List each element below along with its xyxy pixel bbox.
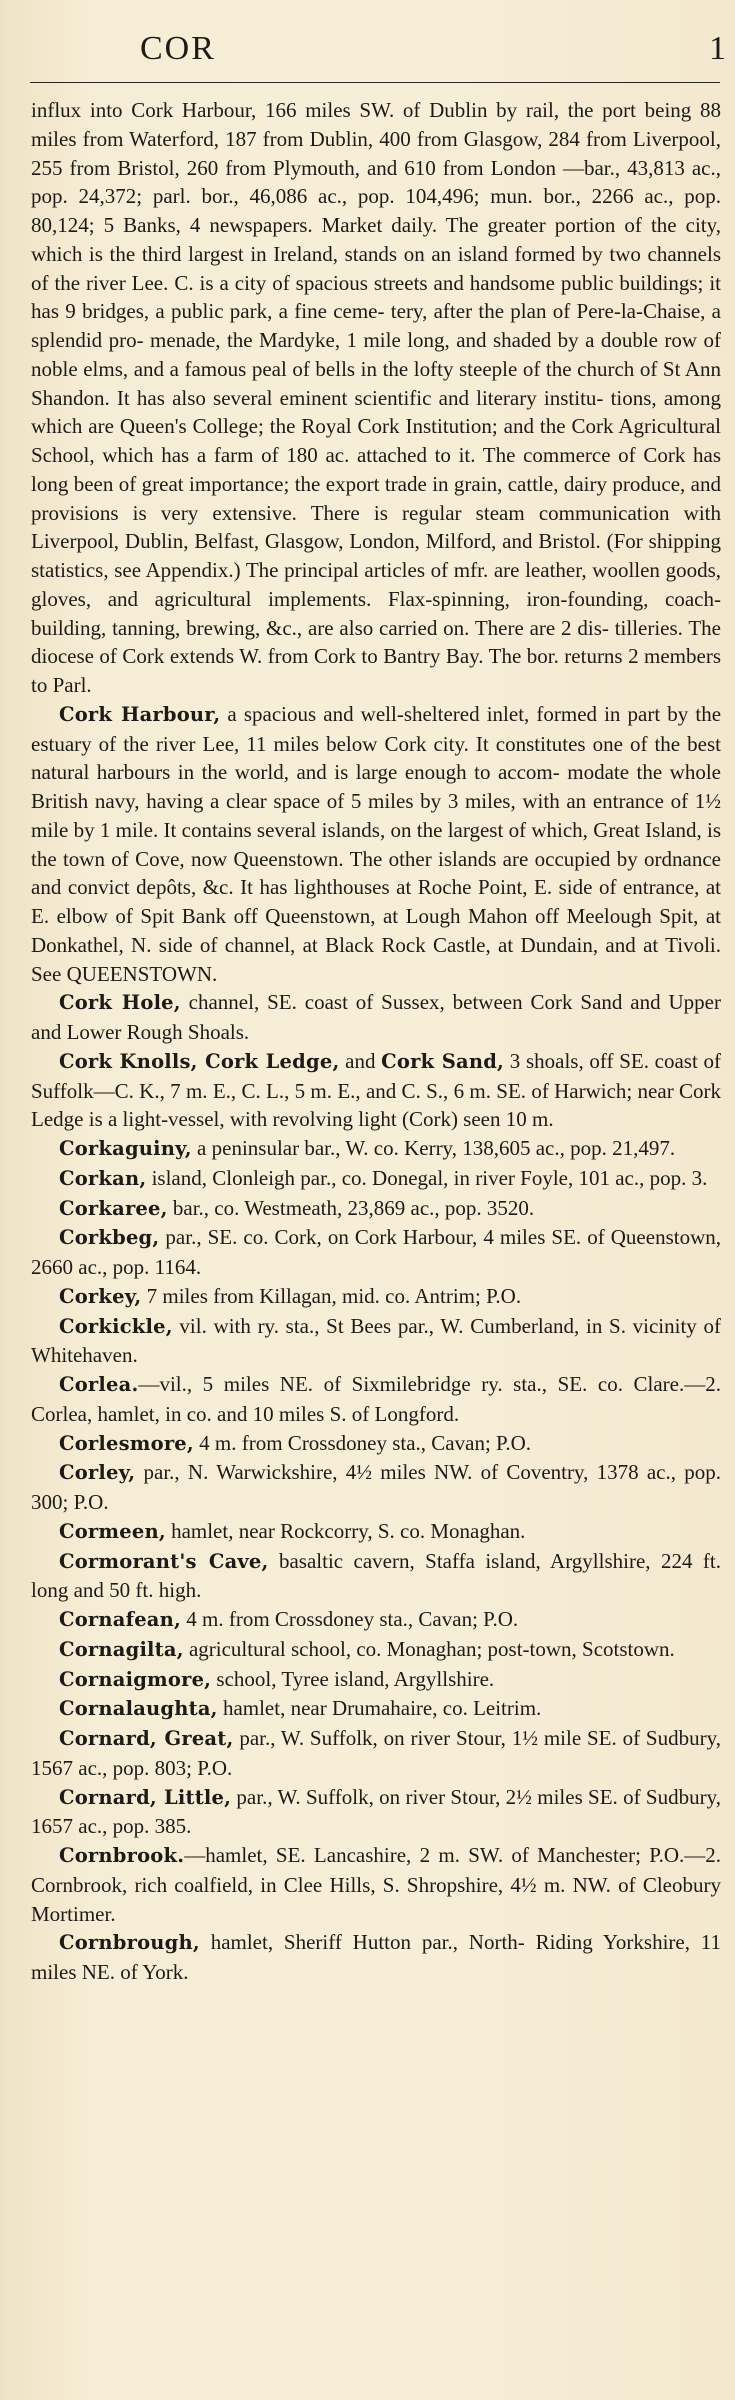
entry-text-line: 4 m. from Crossdoney sta., Cavan; P.O. bbox=[193, 1430, 532, 1455]
gazetteer-entry bbox=[31, 1194, 721, 1224]
entry-text-line: agricultural school, co. Monaghan; bbox=[183, 1636, 483, 1661]
entry-text-line: double row of noble elms, and a famous peal of bells bbox=[31, 328, 721, 381]
entry-headword: Cork Sand, bbox=[381, 1049, 505, 1073]
entry-text-line: post-town, Scotstown. bbox=[482, 1636, 675, 1661]
entry-text-line: tions, among which are Queen's College; the Royal Cork bbox=[31, 385, 721, 439]
entry-text-line: Great Island, is the town of Cove, now Queenstown. bbox=[31, 817, 721, 871]
entry-text-line: on an island formed by two channels of the river Lee. bbox=[31, 241, 721, 295]
entry-text-line: C. is a city of spacious streets and handsome public bbox=[168, 270, 614, 295]
entry-text-line: harbours in the world, and is large enough to accom- bbox=[89, 760, 560, 785]
entry-text-line: par., N. Warwickshire, 4½ miles NW. of bbox=[135, 1460, 499, 1485]
entry-headword: Corley, bbox=[59, 1461, 136, 1485]
entry-headword: Corlesmore, bbox=[59, 1431, 194, 1455]
entry-text-line: Cumberland, in S. vicinity of Whitehaven. bbox=[31, 1313, 721, 1368]
entry-headword: Cornagilta, bbox=[59, 1637, 184, 1661]
entry-text-line: —bar., 43,813 ac., pop. 24,372; parl. bor., 46,086 ac., bbox=[31, 155, 721, 209]
entry-text-line: E., and C. S., 6 m. SE. of Harwich; near Cork Ledge bbox=[31, 1078, 721, 1132]
entry-text-line: Bantry Bay. The bor. returns 2 members to Parl. bbox=[31, 644, 722, 697]
page-number: 1 bbox=[709, 30, 726, 67]
entry-text-line: off SE. coast of Suffolk—C. K., 7 m. E., C. L., 5 m. bbox=[31, 1048, 722, 1103]
entry-text-line: school, Tyree island, Argyllshire. bbox=[211, 1666, 495, 1691]
entry-text-line: par., W. Suffolk, on river Stour, bbox=[233, 1726, 506, 1750]
entry-text-line: of entrance, at E. elbow of Spit Bank off Queenstown, bbox=[31, 875, 721, 928]
entry-text-line: 1½ mile SE. of Sudbury, 1567 ac., pop. 803; P.O. bbox=[31, 1726, 721, 1780]
running-head: COR bbox=[140, 30, 216, 67]
entry-text-line: The other islands are occupied by ordnance and convict bbox=[31, 846, 722, 900]
entry-headword: Cormorant's Cave, bbox=[59, 1549, 269, 1573]
gazetteer-entry bbox=[31, 988, 721, 1047]
entry-text-line: Argyllshire, 224 ft. long and 50 ft. high. bbox=[31, 1548, 721, 1603]
entry-text-line: from Bristol, 260 from Plymouth, and 610 from London bbox=[62, 155, 556, 180]
entry-text-line: bar., co. Westmeath, 23,869 ac., pop. 3520. bbox=[167, 1195, 535, 1220]
entry-headword: Corkbeg, bbox=[59, 1226, 160, 1250]
gazetteer-entry bbox=[31, 1282, 721, 1312]
entry-text-line: 7 miles from Killagan, mid. co. Antrim; P.O. bbox=[141, 1283, 522, 1308]
entry-text-line: 2½ miles SE. of Sudbury, 1657 ac., pop. 385. bbox=[31, 1784, 721, 1839]
entry-text-line: very extensive. There is regular steam communication bbox=[146, 500, 670, 525]
entry-text-line: below Cork city. It constitutes one of the best natural bbox=[31, 731, 721, 785]
entry-text-line: Coventry, 1378 ac., pop. 300; P.O. bbox=[31, 1460, 721, 1514]
entry-headword: Corkickle, bbox=[59, 1314, 173, 1338]
entry-headword: Cornard, Great, bbox=[59, 1727, 234, 1750]
entry-text-line: hamlet, near Drumahaire, co. Leitrim. bbox=[217, 1696, 542, 1721]
gazetteer-entry bbox=[31, 1928, 721, 1987]
entry-text-line: menade, the Mardyke, 1 mile long, and shaded by a bbox=[143, 328, 595, 352]
entry-text-line: Appendix.) The principal articles of mfr. are leather, bbox=[141, 558, 587, 582]
entry-text-line: woollen goods, gloves, and agricultural implements. bbox=[31, 558, 721, 611]
entry-text-line: hamlet, near Rockcorry, S. co. Monaghan. bbox=[165, 1518, 526, 1543]
entry-headword: Cornbrough, bbox=[59, 1931, 200, 1955]
entry-text-line: modate the whole British navy, having a clear space of bbox=[31, 760, 721, 813]
entry-text-line: influx into Cork Harbour, 166 miles SW. of Dublin by bbox=[31, 98, 518, 122]
entry-text-line: island, Clonleigh par., co. Donegal, in river bbox=[146, 1165, 515, 1190]
gazetteer-entry bbox=[31, 1164, 721, 1194]
entry-text-line: in the lofty steeple of the church of St Ann Shandon. bbox=[31, 356, 721, 410]
entry-text-line: has a farm of 180 ac. attached to it. The commerce of bbox=[153, 443, 636, 467]
entry-headword: Corkaguiny, bbox=[59, 1137, 192, 1160]
entry-connector: and bbox=[339, 1048, 382, 1073]
gazetteer-entry bbox=[31, 1635, 721, 1665]
entry-text-line: —vil., 5 miles NE. of Sixmilebridge ry. sta., bbox=[138, 1372, 547, 1396]
gazetteer-entry bbox=[31, 1783, 721, 1842]
entry-text-line: a spacious and well-sheltered inlet, bbox=[220, 701, 530, 726]
gazetteer-entry bbox=[31, 1223, 721, 1282]
entry-text-line: Foyle, 101 ac., pop. 3. bbox=[514, 1165, 708, 1190]
gazetteer-entry bbox=[31, 1047, 721, 1134]
page-header bbox=[30, 26, 726, 82]
entry-text-line: Institution; and the Cork Agricultural School, which bbox=[31, 414, 721, 467]
entry-text-line: a peninsular bar., W. co. Kerry, bbox=[191, 1136, 457, 1160]
gazetteer-entry bbox=[31, 1134, 721, 1164]
gazetteer-entry bbox=[31, 700, 721, 989]
gazetteer-entry bbox=[31, 1605, 721, 1635]
gazetteer-entry bbox=[31, 1312, 721, 1371]
entry-text-line: buildings; it has 9 bridges, a public park, a fine ceme- bbox=[31, 270, 721, 324]
entry-text-line: at Tivoli. See QUEENSTOWN. bbox=[31, 932, 721, 986]
gazetteer-entry bbox=[31, 1694, 721, 1724]
entry-headword: Cornaigmore, bbox=[59, 1667, 212, 1691]
entry-text-line: 138,605 ac., pop. 21,497. bbox=[456, 1136, 676, 1160]
entry-text-line: It contains several islands, on the largest of which, bbox=[158, 817, 588, 842]
entry-headword: Corlea. bbox=[59, 1373, 139, 1396]
entry-text-line: pop. 104,496; mun. bor., 2266 ac., pop. 80,124; 5 Banks, bbox=[31, 184, 721, 237]
entry-text-line: Hills, S. Shropshire, 4½ m. NW. of Cleobury Mortimer. bbox=[31, 1872, 721, 1926]
entry-text-line: miles SE. of Queenstown, 2660 ac., pop. 1164. bbox=[31, 1225, 721, 1279]
entry-text-line: at Lough Mahon off Meelough Spit, at Donkathel, N. bbox=[31, 904, 721, 957]
entry-text-line: Dublin, 400 from Glasgow, 284 from Liverpool, 255 bbox=[31, 126, 721, 180]
gazetteer-entry bbox=[31, 1458, 721, 1517]
gazetteer-entry bbox=[31, 1724, 721, 1783]
gazetteer-entry bbox=[31, 1429, 721, 1459]
entry-headword: Corkey, bbox=[59, 1284, 142, 1308]
gazetteer-entry bbox=[31, 96, 721, 700]
header-rule bbox=[30, 82, 720, 83]
entry-text-line: 3 shoals, bbox=[504, 1048, 584, 1073]
entry-text-line: hamlet, Sheriff Hutton par., North- bbox=[199, 1930, 525, 1955]
entry-text-line: It has also several eminent scientific and literary institu- bbox=[109, 385, 604, 410]
entry-text-line: par., W. Suffolk, on river Stour, bbox=[231, 1784, 501, 1809]
entry-text-line: 4 m. from Crossdoney sta., Cavan; P.O. bbox=[181, 1607, 519, 1631]
gazetteer-entry bbox=[31, 1547, 721, 1606]
entry-text-line: brewing, &c., are also carried on. There are 2 dis- bbox=[180, 615, 609, 640]
entry-text-line: rail, the port being 88 miles from Waterford, 187 from bbox=[31, 98, 721, 151]
entry-text-line: depôts, &c. It has lighthouses at Roche Point, E. side bbox=[129, 875, 593, 900]
entry-headword: Cornbrook. bbox=[59, 1844, 185, 1867]
entry-headword: Cornafean, bbox=[59, 1608, 182, 1631]
entry-text-line: S. of Longford. bbox=[324, 1401, 460, 1426]
entry-text-line: tilleries. The diocese of Cork extends W. from Cork to bbox=[31, 615, 721, 669]
entry-text-line: with Liverpool, Dublin, Belfast, Glasgow, London, bbox=[31, 500, 721, 554]
gazetteer-entry bbox=[31, 1370, 721, 1429]
entry-text-line: vil. with ry. sta., St Bees par., W. bbox=[172, 1313, 464, 1338]
entry-text-line: Manchester; P.O.—2. Cornbrook, rich coalfield, in Clee bbox=[31, 1843, 721, 1897]
entry-text-line: Flax-spinning, iron-founding, coach-building, tanning, bbox=[31, 586, 721, 640]
gazetteer-entry bbox=[31, 1517, 721, 1547]
entry-text-line: 5 miles by 3 miles, with an entrance of 1½ mile by 1 mile. bbox=[31, 789, 721, 842]
entry-text-line: Cork Sand and Upper and Lower Rough Shoals. bbox=[31, 990, 721, 1044]
entry-headword: Cork Harbour, bbox=[59, 702, 221, 726]
entry-text-line: —hamlet, SE. Lancashire, 2 m. SW. of bbox=[184, 1843, 529, 1867]
entry-text-line: tery, after the plan of Pere-la-Chaise, a splendid pro- bbox=[31, 299, 721, 352]
entry-text-line: is a light-vessel, with revolving light (Cork) seen 10 m. bbox=[83, 1107, 554, 1132]
entry-text-line: basaltic cavern, Staffa island, bbox=[268, 1548, 541, 1573]
entry-headword: Cork Hole, bbox=[59, 991, 181, 1015]
entry-text-line: the city, which is the third largest in Ireland, stands bbox=[31, 213, 721, 266]
entry-headword: Cornalaughta, bbox=[59, 1697, 218, 1721]
entry-text-line: 4 newspapers. Market daily. The greater portion of bbox=[180, 213, 642, 237]
entry-headword: Cormeen, bbox=[59, 1519, 166, 1543]
entry-text-line: channel, SE. coast of Sussex, between bbox=[180, 990, 523, 1015]
entry-text-line: Cork has long been of great importance; the export bbox=[31, 443, 721, 496]
entry-text-line: trade in grain, cattle, dairy produce, and provisions is bbox=[31, 471, 721, 525]
entry-headword: Corkaree, bbox=[59, 1196, 168, 1220]
entry-headword: Corkan, bbox=[59, 1166, 147, 1190]
entry-text-line: SE. co. Clare.—2. Corlea, hamlet, in co. and 10 miles bbox=[31, 1372, 721, 1426]
gazetteer-entry bbox=[31, 1665, 721, 1695]
entry-text-line: formed in part by the estuary of the river Lee, 11 miles bbox=[31, 701, 722, 756]
entry-text-line: par., SE. co. Cork, on Cork Harbour, 4 bbox=[159, 1225, 494, 1250]
gazetteer-entries bbox=[31, 96, 721, 1987]
entry-text-line: side of channel, at Black Rock Castle, at Dundain, and bbox=[151, 932, 636, 957]
entry-headword: Cork Knolls, Cork Ledge, bbox=[59, 1049, 340, 1073]
gazetteer-entry bbox=[31, 1841, 721, 1928]
entry-text-line: Milford, and Bristol. (For shipping statistics, see bbox=[31, 529, 721, 582]
entry-headword: Cornard, Little, bbox=[59, 1785, 232, 1809]
entry-text-line: Riding Yorkshire, 11 miles NE. of York. bbox=[31, 1930, 722, 1984]
